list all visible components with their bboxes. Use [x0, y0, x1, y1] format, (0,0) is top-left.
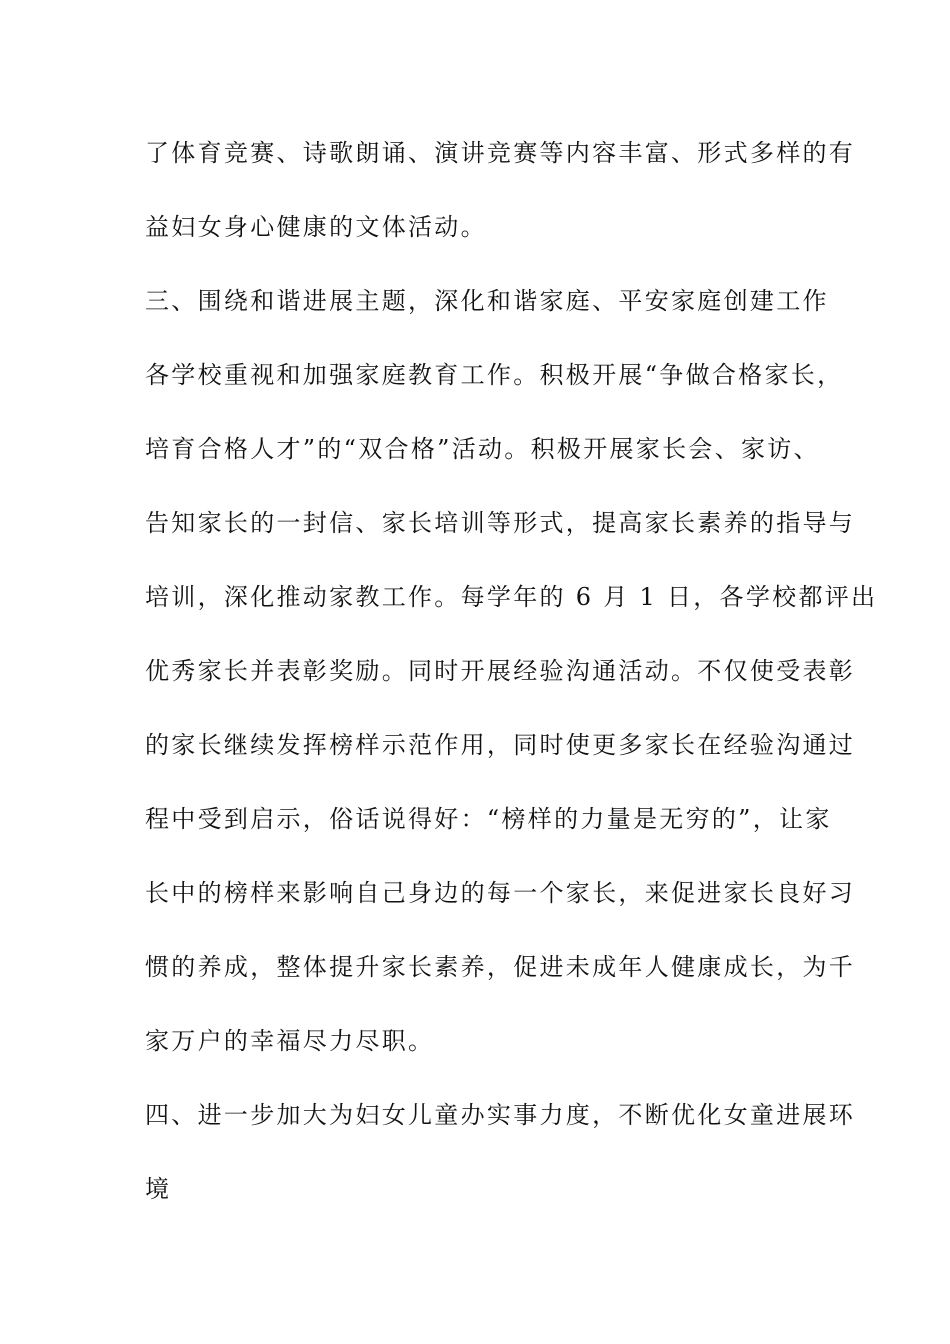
body-text-line: 培育合格人才”的“双合格”活动。积极开展家长会、家访、 — [145, 435, 820, 463]
section-heading: 四、进一步加大为妇女儿童办实事力度，不断优化女童进展环 — [145, 1101, 856, 1129]
body-text-line: 惯的养成，整体提升家长素养，促进未成年人健康成长，为千 — [145, 953, 856, 981]
section-heading: 三、围绕和谐进展主题，深化和谐家庭、平安家庭创建工作 — [145, 287, 829, 315]
body-text-line: 优秀家长并表彰奖励。同时开展经验沟通活动。不仅使受表彰 — [145, 657, 856, 685]
body-text-line: 长中的榜样来影响自己身边的每一个家长，来促进家长良好习 — [145, 879, 856, 907]
body-text-line: 程中受到启示，俗话说得好：“榜样的力量是无穷的”，让家 — [145, 805, 832, 833]
body-text-line: 家万户的幸福尽力尽职。 — [145, 1027, 435, 1055]
body-text-line: 了体育竞赛、诗歌朗诵、演讲竞赛等内容丰富、形式多样的有 — [145, 139, 856, 167]
body-text-line: 各学校重视和加强家庭教育工作。积极开展“争做合格家长， — [145, 361, 844, 389]
body-text-line: 的家长继续发挥榜样示范作用，同时使更多家长在经验沟通过 — [145, 731, 856, 759]
body-text-line: 益妇女身心健康的文体活动。 — [145, 213, 487, 241]
body-text-line: 告知家长的一封信、家长培训等形式，提高家长素养的指导与 — [145, 509, 856, 537]
body-text-line: 培训，深化推动家教工作。每学年的 6 月 1 日，各学校都评出 — [145, 583, 878, 611]
section-heading-continued: 境 — [145, 1175, 172, 1203]
